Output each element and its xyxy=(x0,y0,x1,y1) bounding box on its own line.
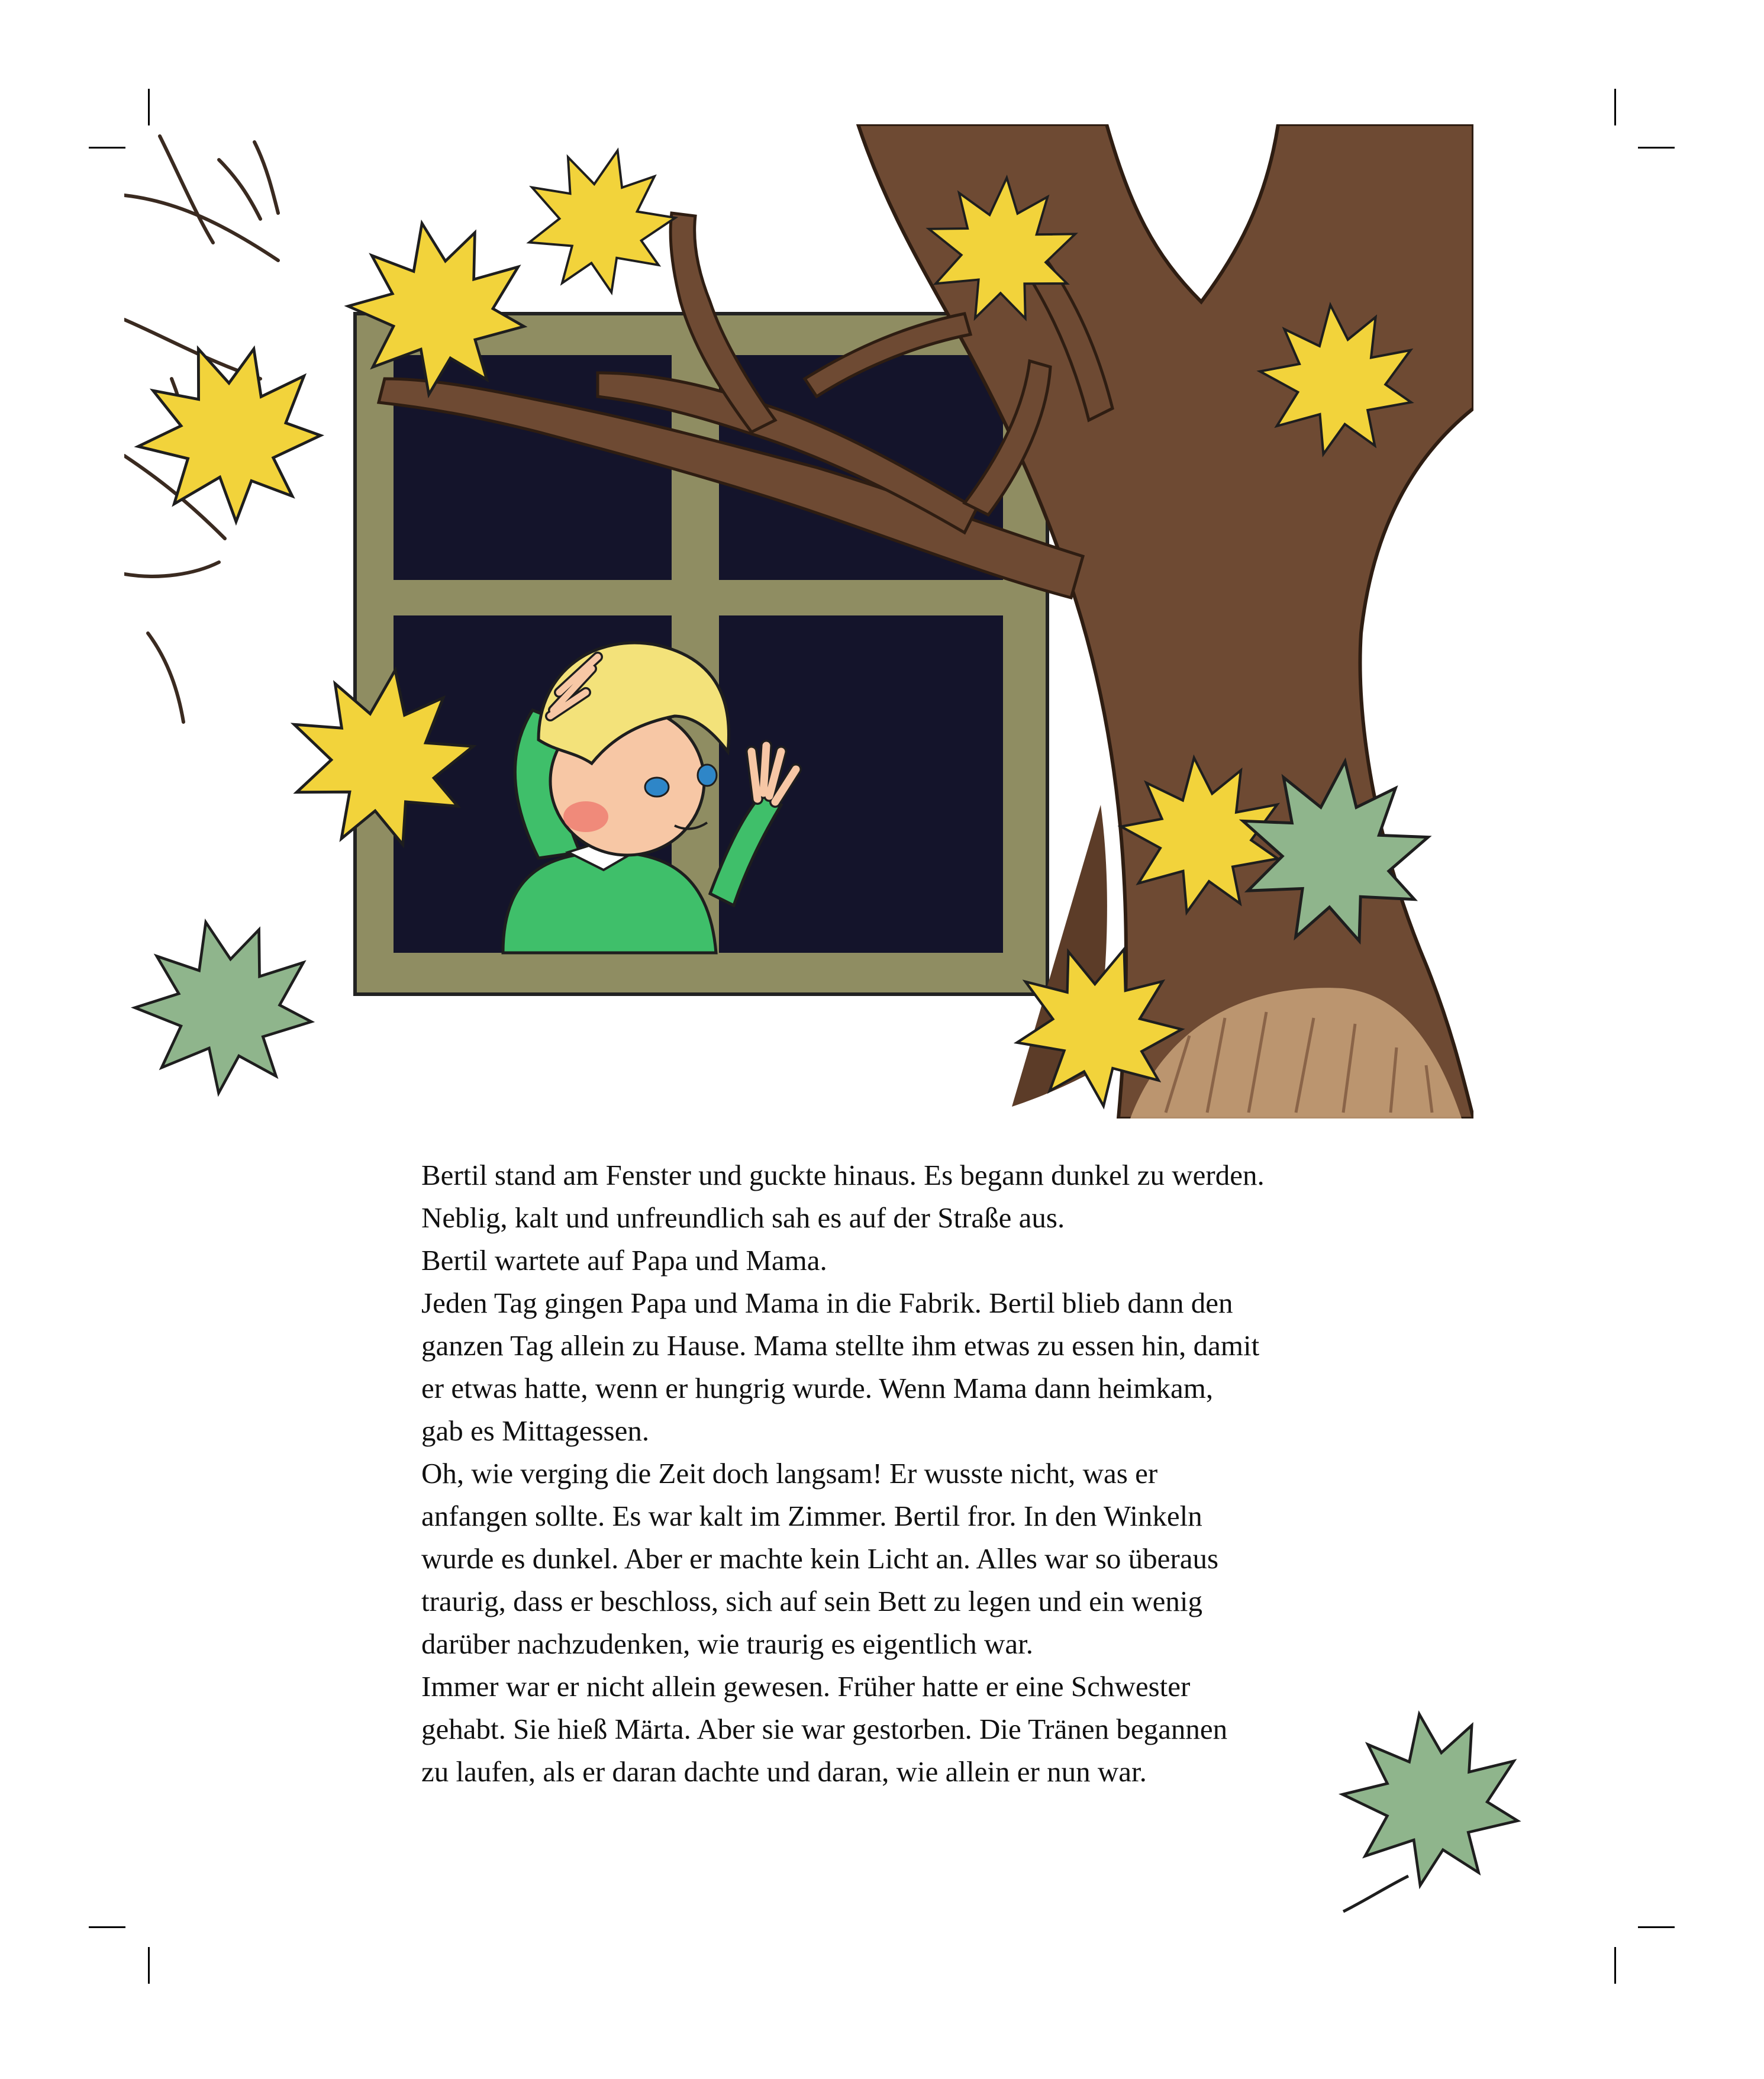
story-line: Jeden Tag gingen Papa und Mama in die Fabrik. Bertil blieb dann den xyxy=(421,1287,1233,1319)
story-line: Bertil wartete auf Papa und Mama. xyxy=(421,1244,827,1277)
crop-mark-bottom-left-vertical xyxy=(148,1947,150,1984)
yellow-maple-leaf-icon xyxy=(510,131,688,307)
story-line: anfangen sollte. Es war kalt im Zimmer. Bertil fror. In den Winkeln xyxy=(421,1500,1202,1532)
story-text xyxy=(421,1154,1427,1793)
crop-mark-bottom-left-horizontal xyxy=(89,1926,125,1928)
crop-mark-top-right-horizontal xyxy=(1638,147,1675,149)
story-line: Bertil stand am Fenster und guckte hinaus. Es begann dunkel zu werden. xyxy=(421,1159,1265,1191)
story-line: ganzen Tag allein zu Hause. Mama stellte ihm etwas zu essen hin, damit xyxy=(421,1329,1260,1362)
crop-mark-top-left-horizontal xyxy=(89,147,125,149)
story-line: gehabt. Sie hieß Märta. Aber sie war gestorben. Die Tränen begannen xyxy=(421,1713,1228,1745)
story-line: darüber nachzudenken, wie traurig es eigentlich war. xyxy=(421,1627,1034,1660)
story-line: er etwas hatte, wenn er hungrig wurde. Wenn Mama dann heimkam, xyxy=(421,1372,1214,1404)
story-line: Immer war er nicht allein gewesen. Früher hatte er eine Schwester xyxy=(421,1670,1191,1703)
story-line: gab es Mittagessen. xyxy=(421,1414,650,1447)
story-line: zu laufen, als er daran dachte und daran, wie allein er nun war. xyxy=(421,1755,1147,1788)
story-line: Neblig, kalt und unfreundlich sah es auf der Straße aus. xyxy=(421,1201,1065,1234)
yellow-maple-leaf-icon xyxy=(124,318,343,544)
tree-window-boy-illustration xyxy=(124,124,1473,1119)
crop-mark-bottom-right-horizontal xyxy=(1638,1926,1675,1928)
green-maple-leaf-icon xyxy=(124,904,326,1107)
story-line: Oh, wie verging die Zeit doch langsam! Er wusste nicht, was er xyxy=(421,1457,1158,1490)
story-line: wurde es dunkel. Aber er machte kein Licht an. Alles war so überaus xyxy=(421,1542,1219,1575)
crop-mark-bottom-right-vertical xyxy=(1614,1947,1616,1984)
crop-mark-top-left-vertical xyxy=(148,89,150,125)
green-maple-leaf-icon xyxy=(1320,1693,1544,1917)
story-line: traurig, dass er beschloss, sich auf sein Bett zu legen und ein wenig xyxy=(421,1585,1202,1617)
crop-mark-top-right-vertical xyxy=(1614,89,1616,125)
